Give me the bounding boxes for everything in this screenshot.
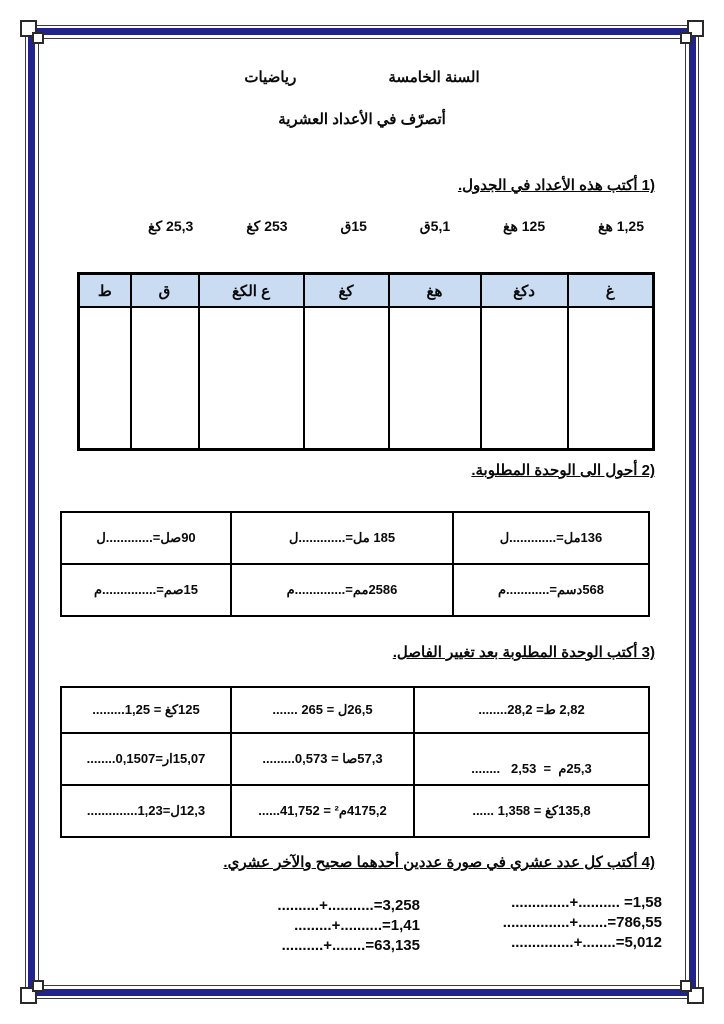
conversion-text: 90صل=.............ل: [96, 530, 196, 545]
decimal-cell: [231, 785, 414, 837]
border-corner-ornament: [687, 20, 704, 37]
units-table-empty-cell: [304, 307, 389, 450]
conversion-text: 15صم=...............م: [94, 582, 198, 597]
decimal-text: 4175,2م² = 41,752......: [258, 803, 387, 818]
decimal-text: 135,8كغ = 1,358 ......: [472, 803, 591, 818]
section3-title: ‎3)‎ أكتب الوحدة المطلوبة بعد تغيير الفاصل.: [392, 644, 655, 661]
units-table-empty-cell: [389, 307, 481, 450]
units-table-empty-cell: [199, 307, 304, 450]
decimal-cell: [231, 687, 414, 733]
border-corner-ornament: [680, 980, 692, 992]
decimal-shift-table: [60, 686, 650, 838]
conversion-text: 568دسم=............م: [497, 582, 605, 597]
units-table-empty-cell: [131, 307, 199, 450]
table-row: [61, 564, 649, 616]
decimal-text: 15,07ار=0,1507........: [86, 751, 206, 766]
decimal-cell: [61, 785, 231, 837]
conversion-text: 2586مم=..............م: [286, 582, 398, 597]
header-line: [0, 68, 724, 86]
units-table-header: كغ: [304, 274, 389, 308]
conversion-cell: [231, 564, 453, 616]
section4-left-column: [200, 896, 420, 956]
decimal-cell: [414, 785, 649, 837]
units-table-header: ع الكغ: [199, 274, 304, 308]
decimal-cell: [231, 733, 414, 785]
border-corner-ornament: [680, 32, 692, 44]
decimal-cell: [61, 733, 231, 785]
grade-label: السنة الخامسة: [388, 69, 480, 86]
table-row: [61, 687, 649, 733]
equation-line: ..............+.......... =1,58: [511, 894, 662, 911]
table-row: [61, 512, 649, 564]
conversion-text: 136مل=.............ل: [499, 530, 603, 545]
decimal-text: 57,3صا = 0,573.........: [262, 751, 383, 766]
units-table-header: ق: [131, 274, 199, 308]
section1-title: ‎1)‎ أكتب هذه الأعداد في الجدول.: [457, 177, 655, 194]
border-corner-ornament: [20, 987, 37, 1004]
decimal-cell: [61, 687, 231, 733]
page-title: أتصرّف في الأعداد العشرية: [278, 111, 446, 128]
equation-line: ..........+........=63,135: [281, 937, 420, 954]
decimal-text: 26,5ل = 265 .......: [272, 702, 373, 717]
number-item: 253 كغ: [246, 218, 288, 234]
equation-line: ...............+........=5,012: [511, 934, 662, 951]
units-table-empty-cell: [481, 307, 568, 450]
equation-line: .........+..........=1,41: [294, 917, 420, 934]
number-item: 5,1ق: [419, 218, 451, 234]
number-item: 1,25 هغ: [598, 218, 644, 234]
decimal-text: 125كغ = 1,25.........: [92, 702, 200, 717]
units-table-header-row: [79, 274, 654, 308]
decimal-cell: [414, 733, 649, 785]
decimal-text: 25,3م = 2,53 ........: [471, 761, 592, 776]
number-item: 15ق: [340, 218, 367, 234]
units-table-empty-cell: [568, 307, 654, 450]
units-table-empty-cell: [79, 307, 131, 450]
equation-line: ................+.......=786,55: [502, 914, 662, 931]
units-table-header: هغ: [389, 274, 481, 308]
units-table-header: ط: [79, 274, 131, 308]
conversion-cell: [231, 512, 453, 564]
conversion-table: [60, 511, 650, 617]
conversion-cell: [61, 564, 231, 616]
equation-line: ..........+...........=3,258: [277, 897, 420, 914]
section4-right-column: [422, 893, 662, 953]
conversion-cell: [453, 512, 649, 564]
conversion-text: 185 مل=.............ل: [288, 530, 396, 545]
table-row: [61, 733, 649, 785]
number-item: 125 هغ: [503, 218, 546, 234]
border-corner-ornament: [687, 987, 704, 1004]
section1-numbers: [148, 218, 644, 235]
border-corner-ornament: [32, 980, 44, 992]
decimal-cell: [414, 687, 649, 733]
units-table-answer-row: [79, 307, 654, 450]
table-row: [61, 785, 649, 837]
decimal-text: 12,3ل=1,23..............: [86, 803, 206, 818]
border-corner-ornament: [20, 20, 37, 37]
subject-label: رياضيات: [244, 69, 297, 86]
decimal-text: 2,82 ط= 28,2........: [478, 702, 585, 717]
units-table-header: دكغ: [481, 274, 568, 308]
conversion-cell: [453, 564, 649, 616]
section4-title: ‎4)‎ أكتب كل عدد عشري في صورة عددين أحدهما صحيح والآخر عشري.: [223, 854, 655, 871]
number-item: 25,3 كغ: [148, 218, 194, 234]
units-table: [77, 272, 655, 451]
conversion-cell: [61, 512, 231, 564]
border-corner-ornament: [32, 32, 44, 44]
section2-title: ‎2)‎ أحول الى الوحدة المطلوبة.: [471, 462, 655, 479]
units-table-header: غ: [568, 274, 654, 308]
